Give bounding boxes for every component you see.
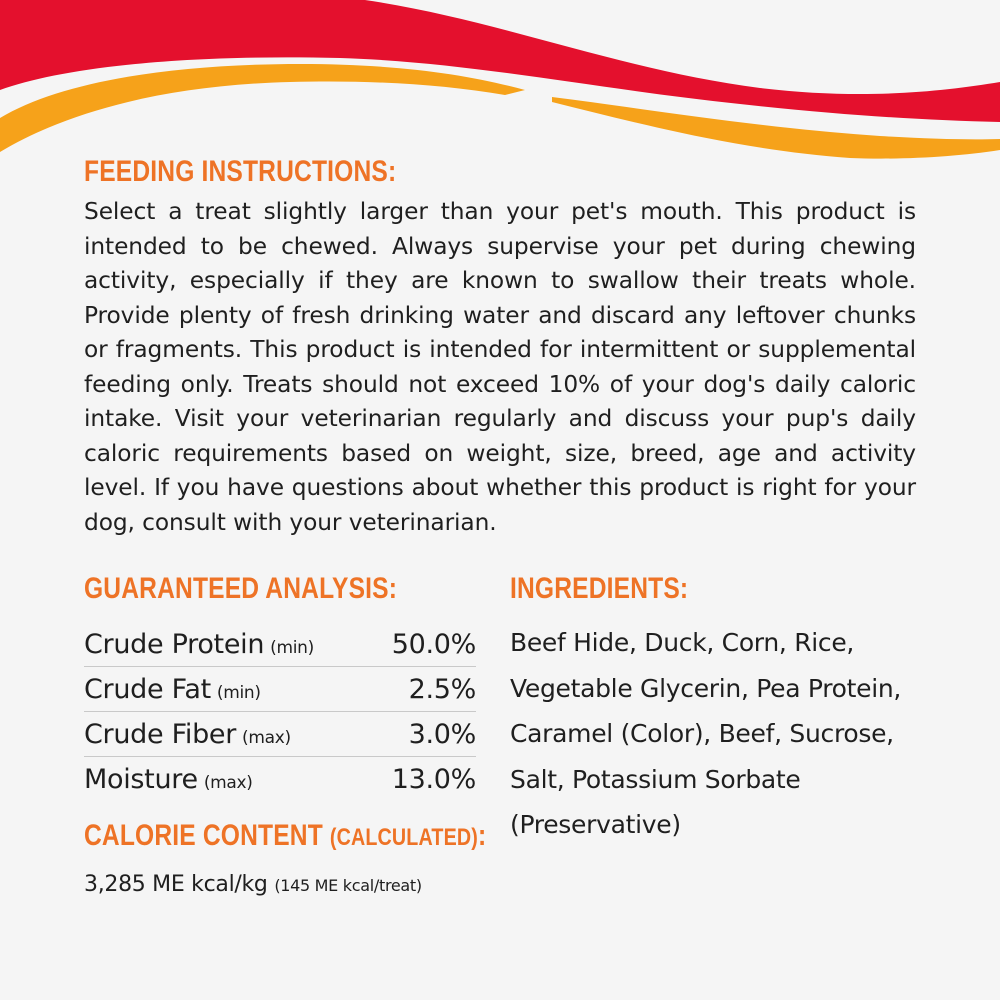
- nutrient-qualifier: (max): [203, 773, 253, 793]
- analysis-row: [84, 757, 476, 802]
- calorie-per-kg: 3,285 ME kcal/kg: [84, 872, 268, 897]
- nutrient-label: Moisture: [84, 764, 198, 795]
- calorie-per-treat: (145 ME kcal/treat): [274, 876, 422, 895]
- nutrient-name: [84, 764, 253, 795]
- calorie-content-value: [84, 872, 422, 897]
- analysis-row: [84, 622, 476, 667]
- nutrient-value: 3.0%: [408, 718, 476, 750]
- red-wave: [0, 0, 1000, 122]
- nutrient-label: Crude Fiber: [84, 718, 237, 750]
- guaranteed-analysis-table: [84, 622, 476, 802]
- calorie-heading-colon: :: [477, 819, 487, 852]
- nutrient-name: [84, 719, 291, 750]
- ingredients-heading: INGREDIENTS:: [510, 572, 689, 605]
- calorie-content-heading: [84, 821, 486, 851]
- nutrient-qualifier: (min): [270, 637, 314, 658]
- nutrient-label: Crude Protein: [84, 628, 265, 660]
- orange-wave-left: [0, 64, 525, 152]
- feeding-instructions-text: Select a treat slightly larger than your pet's mouth. This product is intended to be chewed. Always supervise your pet during chewing activity, especially if they are known to swallow their treats whole. Provide plenty of fresh drinking water and discard any leftover chunks or fragments. This product is intended for intermittent or supplemental feeding only. Treats should not exceed 10% of your dog's daily caloric intake. Visit your veterinarian regularly and discuss your pup's daily caloric requirements based on weight, size, breed, age and activity level. If you have questions about whether this product is right for your dog, consult with your veterinarian.: [84, 198, 916, 536]
- ingredients-list: Beef Hide, Duck, Corn, Rice, Vegetable Glycerin, Pea Protein, Caramel (Color), Beef, Sucrose, Salt, Potassium Sorbate (Preservative): [510, 628, 902, 839]
- nutrient-qualifier: (min): [216, 682, 261, 703]
- nutrient-label: Crude Fat: [84, 673, 211, 705]
- analysis-row: [84, 712, 476, 757]
- nutrient-value: 2.5%: [408, 673, 476, 705]
- decorative-wave-banner: [0, 0, 1000, 170]
- nutrient-name: [84, 674, 261, 705]
- guaranteed-analysis-heading: GUARANTEED ANALYSIS:: [84, 572, 398, 605]
- calorie-heading-main: CALORIE CONTENT: [84, 819, 323, 852]
- nutrient-value: 50.0%: [391, 628, 476, 660]
- nutrient-qualifier: (max): [242, 727, 291, 748]
- nutrient-name: [84, 629, 314, 660]
- analysis-row: [84, 667, 476, 712]
- feeding-instructions-heading: FEEDING INSTRUCTIONS:: [84, 155, 397, 188]
- calorie-heading-qualifier: (CALCULATED): [329, 824, 478, 851]
- nutrient-value: 13.0%: [391, 764, 476, 795]
